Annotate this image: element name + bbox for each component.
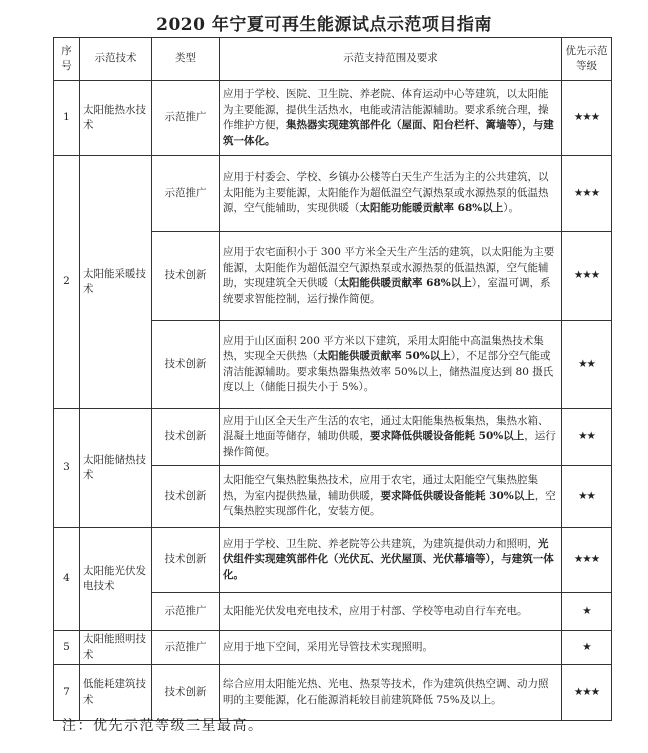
table-row bbox=[54, 156, 612, 232]
row-no: 2 bbox=[54, 156, 80, 409]
row-no: 5 bbox=[54, 631, 80, 665]
header-level: 优先示范等级 bbox=[562, 38, 612, 81]
row-req: 太阳能空气集热腔集热技术，应用于农宅，通过太阳能空气集热腔集热，为室内提供热量，辅助供暖，要求降低供暖设备能耗 30%以上，空气集热腔实现部件化，安装方便。 bbox=[220, 466, 562, 528]
row-level: ★★★ bbox=[562, 156, 612, 232]
row-type: 技术创新 bbox=[152, 665, 220, 721]
row-level: ★★★ bbox=[562, 81, 612, 156]
table-row bbox=[54, 665, 612, 721]
row-req: 太阳能光伏发电充电技术，应用于村部、学校等电动自行车充电。 bbox=[220, 593, 562, 631]
row-tech: 太阳能热水技术 bbox=[80, 81, 152, 156]
header-no: 序号 bbox=[54, 38, 80, 81]
row-req: 应用于地下空间，采用光导管技术实现照明。 bbox=[220, 631, 562, 665]
header-type: 类型 bbox=[152, 38, 220, 81]
row-level: ★ bbox=[562, 631, 612, 665]
row-level: ★★ bbox=[562, 409, 612, 466]
row-type: 技术创新 bbox=[152, 466, 220, 528]
document-title: 2020 年宁夏可再生能源试点示范项目指南 bbox=[156, 15, 492, 35]
row-type: 示范推广 bbox=[152, 631, 220, 665]
header-row bbox=[54, 38, 612, 81]
table-row bbox=[54, 409, 612, 466]
table-row bbox=[54, 528, 612, 593]
row-type: 技术创新 bbox=[152, 528, 220, 593]
row-tech: 太阳能储热技术 bbox=[80, 409, 152, 528]
row-level: ★★★ bbox=[562, 528, 612, 593]
row-level: ★★★ bbox=[562, 665, 612, 721]
row-level: ★★ bbox=[562, 466, 612, 528]
row-type: 技术创新 bbox=[152, 232, 220, 321]
row-req: 应用于学校、医院、卫生院、养老院、体育运动中心等建筑，以太阳能为主要能源，提供生活热水，电能或清洁能源辅助。要求系统合理，操作维护方便，集热器实现建筑部件化（屋面、阳台栏杆、篱墙等），与建筑一体化。 bbox=[220, 81, 562, 156]
row-no: 1 bbox=[54, 81, 80, 156]
row-tech: 太阳能光伏发电技术 bbox=[80, 528, 152, 631]
row-type: 技术创新 bbox=[152, 409, 220, 466]
row-req: 应用于农宅面积小于 300 平方米全天生产生活的建筑，以太阳能为主要能源，太阳能作为超低温空气源热泵或水源热泵的低温热源，空气能辅助，实现建筑全天供暖（太阳能供暖贡献率 68%以上），室温可调，系统要求智能控制，运行操作简便。 bbox=[220, 232, 562, 321]
row-tech: 太阳能采暖技术 bbox=[80, 156, 152, 409]
guide-table bbox=[53, 37, 612, 721]
row-req: 应用于学校、卫生院、养老院等公共建筑，为建筑提供动力和照明，光伏组件实现建筑部件化（光伏瓦、光伏屋顶、光伏幕墙等），与建筑一体化。 bbox=[220, 528, 562, 593]
row-req: 应用于山区全天生产生活的农宅，通过太阳能集热板集热，集热水箱、混凝土地面等储存，辅助供暖，要求降低供暖设备能耗 50%以上，运行操作简便。 bbox=[220, 409, 562, 466]
footnote: 注：优先示范等级三星最高。 bbox=[62, 718, 264, 734]
row-no: 7 bbox=[54, 665, 80, 721]
header-tech: 示范技术 bbox=[80, 38, 152, 81]
row-tech: 低能耗建筑技术 bbox=[80, 665, 152, 721]
row-type: 示范推广 bbox=[152, 156, 220, 232]
table-row bbox=[54, 631, 612, 665]
row-no: 3 bbox=[54, 409, 80, 528]
row-level: ★★★ bbox=[562, 232, 612, 321]
table-row bbox=[54, 81, 612, 156]
row-level: ★★ bbox=[562, 321, 612, 409]
row-req: 应用于村委会、学校、乡镇办公楼等白天生产生活为主的公共建筑，以太阳能为主要能源，太阳能作为超低温空气源热泵或水源热泵的低温热源，空气能辅助，实现供暖（太阳能功能暖贡献率 68%以上）。 bbox=[220, 156, 562, 232]
row-type: 示范推广 bbox=[152, 81, 220, 156]
row-req: 应用于山区面积 200 平方米以下建筑，采用太阳能中高温集热技术集热，实现全天供热（太阳能供暖贡献率 50%以上），不足部分空气能或清洁能源辅助。要求集热器集热效率 50%以上，储热温度达到 80 摄氏度以上（储能日损失小于 5%）。 bbox=[220, 321, 562, 409]
row-tech: 太阳能照明技术 bbox=[80, 631, 152, 665]
row-req: 综合应用太阳能光热、光电、热泵等技术，作为建筑供热空调、动力照明的主要能源，化石能源消耗较目前建筑降低 75%及以上。 bbox=[220, 665, 562, 721]
row-level: ★ bbox=[562, 593, 612, 631]
row-no: 4 bbox=[54, 528, 80, 631]
row-type: 技术创新 bbox=[152, 321, 220, 409]
row-type: 示范推广 bbox=[152, 593, 220, 631]
header-req: 示范支持范围及要求 bbox=[220, 38, 562, 81]
